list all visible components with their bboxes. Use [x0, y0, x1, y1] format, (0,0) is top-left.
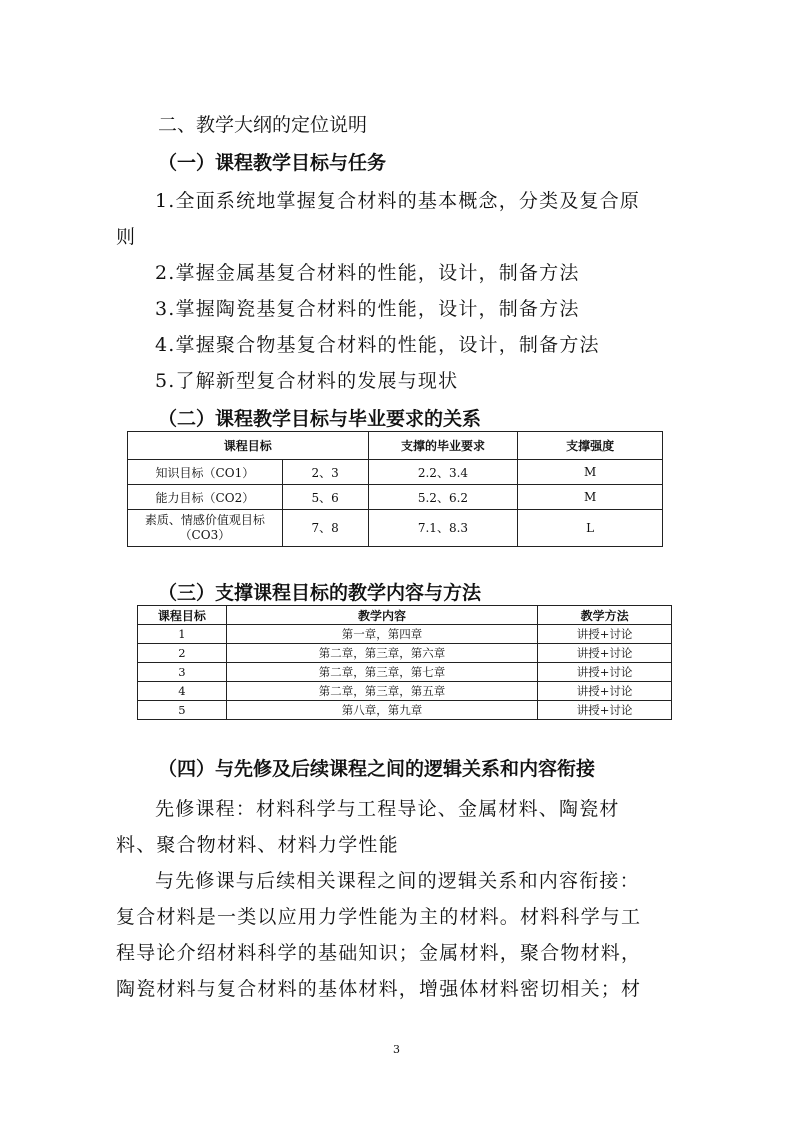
- subsection-title-3: （三）支撑课程目标的教学内容与方法: [158, 582, 482, 604]
- subsection-title-1: （一）课程教学目标与任务: [158, 152, 387, 174]
- paragraph-line: 料、聚合物材料、材料力学性能: [116, 834, 399, 856]
- goal-cell: 能力目标（CO2）: [128, 485, 283, 510]
- section-title: 二、教学大纲的定位说明: [158, 114, 368, 136]
- content-cell: 第一章，第四章: [226, 625, 537, 644]
- method-cell: 讲授+讨论: [538, 701, 672, 720]
- objective-line: 则: [116, 226, 137, 248]
- header-teaching-content: 教学内容: [226, 606, 537, 625]
- goal-cell: 知识目标（CO1）: [128, 460, 283, 485]
- table-row: [138, 644, 672, 663]
- content-cell: 第二章，第三章，第五章: [226, 682, 537, 701]
- header-course-goal: 课程目标: [128, 432, 369, 460]
- paragraph-line: 程导论介绍材料科学的基础知识；金属材料，聚合物材料，: [116, 942, 642, 964]
- subsection-title-4: （四）与先修及后续课程之间的逻辑关系和内容衔接: [158, 758, 596, 780]
- page-number: 3: [393, 1043, 400, 1056]
- strength-cell: L: [518, 510, 663, 547]
- header-teaching-method: 教学方法: [538, 606, 672, 625]
- goals-requirements-table: [127, 431, 663, 547]
- objective-line: 1.全面系统地掌握复合材料的基本概念，分类及复合原: [155, 190, 641, 212]
- paragraph-line: 与先修课与后续相关课程之间的逻辑关系和内容衔接：: [155, 870, 640, 892]
- table-row: [138, 682, 672, 701]
- num-cell: 7、8: [282, 510, 368, 547]
- goal-cell: 5: [138, 701, 227, 720]
- table-row: [138, 625, 672, 644]
- strength-cell: M: [518, 485, 663, 510]
- table-row: [128, 510, 663, 547]
- content-cell: 第二章，第三章，第六章: [226, 644, 537, 663]
- goal-cell: [128, 510, 283, 547]
- paragraph-line: 陶瓷材料与复合材料的基体材料，增强体材料密切相关；材: [116, 978, 642, 1000]
- num-cell: 5、6: [282, 485, 368, 510]
- goal-cell-line: 素质、情感价值观目标: [144, 513, 265, 527]
- goal-cell: 2: [138, 644, 227, 663]
- method-cell: 讲授+讨论: [538, 625, 672, 644]
- objective-line: 4.掌握聚合物基复合材料的性能，设计，制备方法: [155, 334, 600, 356]
- paragraph-line: 先修课程：材料科学与工程导论、金属材料、陶瓷材: [155, 798, 620, 820]
- method-cell: 讲授+讨论: [538, 682, 672, 701]
- content-cell: 第八章，第九章: [226, 701, 537, 720]
- objective-line: 5.了解新型复合材料的发展与现状: [155, 370, 459, 392]
- table-header-row: [138, 606, 672, 625]
- requirement-cell: 2.2、3.4: [368, 460, 518, 485]
- goal-cell: 1: [138, 625, 227, 644]
- table-row: [138, 701, 672, 720]
- objective-line: 2.掌握金属基复合材料的性能，设计，制备方法: [155, 262, 580, 284]
- objective-line: 3.掌握陶瓷基复合材料的性能，设计，制备方法: [155, 298, 580, 320]
- subsection-title-2: （二）课程教学目标与毕业要求的关系: [158, 408, 482, 430]
- strength-cell: M: [518, 460, 663, 485]
- content-cell: 第二章，第三章，第七章: [226, 663, 537, 682]
- content-methods-table: [137, 605, 672, 720]
- header-support-strength: 支撑强度: [518, 432, 663, 460]
- table-row: [128, 485, 663, 510]
- goal-cell-line: （CO3）: [179, 528, 231, 542]
- table-header-row: [128, 432, 663, 460]
- requirement-cell: 7.1、8.3: [368, 510, 518, 547]
- paragraph-line: 复合材料是一类以应用力学性能为主的材料。材料科学与工: [116, 906, 642, 928]
- num-cell: 2、3: [282, 460, 368, 485]
- method-cell: 讲授+讨论: [538, 663, 672, 682]
- method-cell: 讲授+讨论: [538, 644, 672, 663]
- table-row: [128, 460, 663, 485]
- goal-cell: 3: [138, 663, 227, 682]
- requirement-cell: 5.2、6.2: [368, 485, 518, 510]
- header-graduation-requirement: 支撑的毕业要求: [368, 432, 518, 460]
- table-row: [138, 663, 672, 682]
- header-course-goal: 课程目标: [138, 606, 227, 625]
- goal-cell: 4: [138, 682, 227, 701]
